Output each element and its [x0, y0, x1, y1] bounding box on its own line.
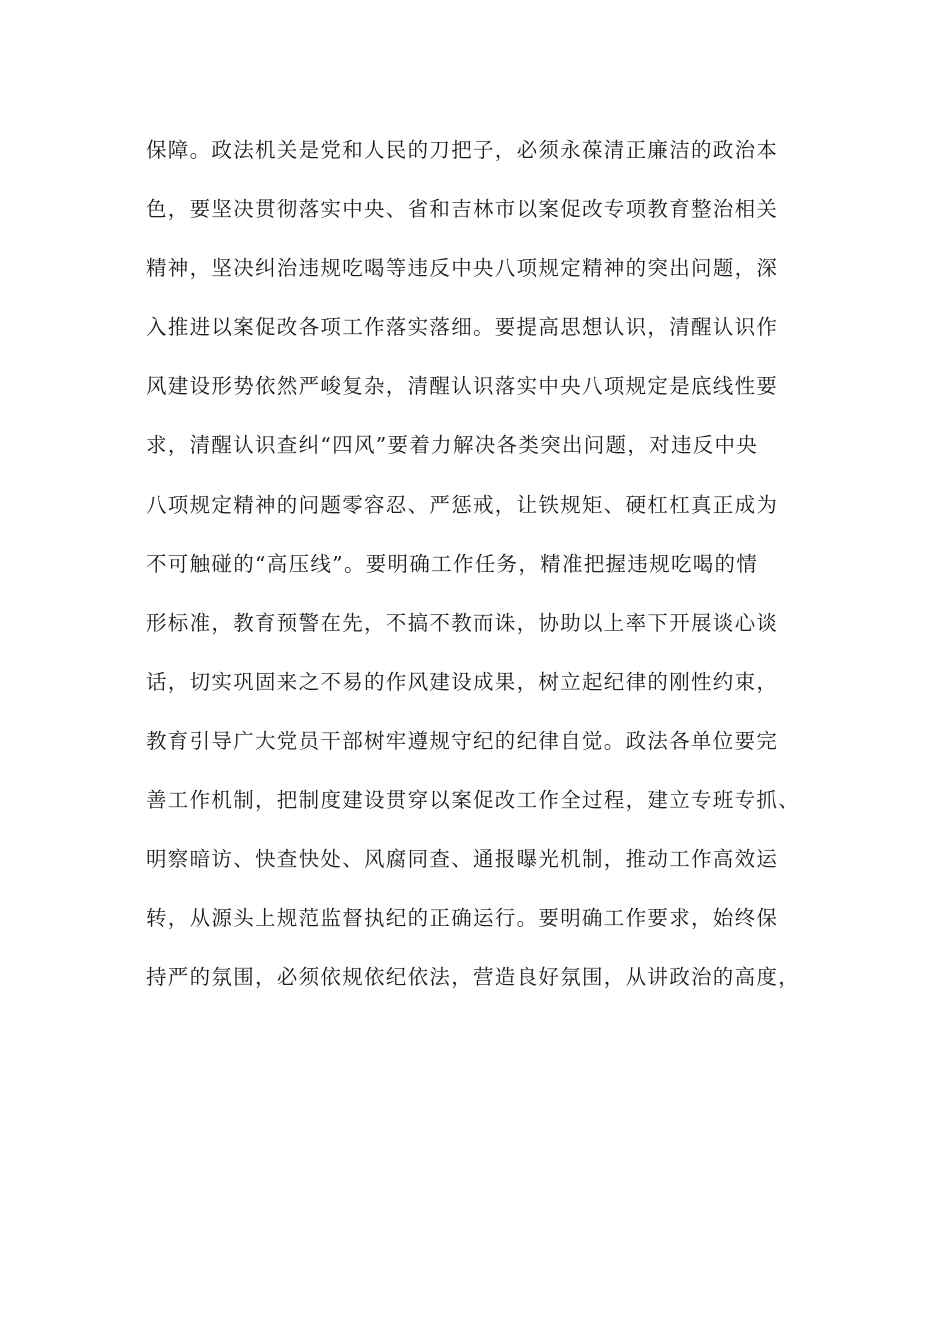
- text-line: 风建设形势依然严峻复杂，清醒认识落实中央八项规定是底线性要: [146, 374, 779, 399]
- text-line: 转，从源头上规范监督执纪的正确运行。要明确工作要求，始终保: [146, 906, 779, 931]
- text-line: 保障。政法机关是党和人民的刀把子，必须永葆清正廉洁的政治本: [146, 138, 779, 162]
- text-line: 求，清醒认识查纠“四风”要着力解决各类突出问题，对违反中央: [146, 433, 759, 458]
- text-line: 入推进以案促改各项工作落实落细。要提高思想认识，清醒认识作: [146, 315, 779, 340]
- text-line: 精神，坚决纠治违规吃喝等违反中央八项规定精神的突出问题，深: [146, 256, 779, 281]
- text-line: 八项规定精神的问题零容忍、严惩戒，让铁规矩、硬杠杠真正成为: [146, 492, 779, 517]
- text-line: 形标准，教育预警在先，不搞不教而诛，协助以上率下开展谈心谈: [146, 610, 779, 635]
- text-line: 色，要坚决贯彻落实中央、省和吉林市以案促改专项教育整治相关: [146, 197, 779, 222]
- text-line: 不可触碰的“高压线”。要明确工作任务，精准把握违规吃喝的情: [146, 551, 759, 576]
- text-line: 明察暗访、快查快处、风腐同查、通报曝光机制，推动工作高效运: [146, 847, 779, 872]
- text-line: 教育引导广大党员干部树牢遵规守纪的纪律自觉。政法各单位要完: [146, 728, 779, 753]
- text-line: 善工作机制，把制度建设贯穿以案促改工作全过程，建立专班专抓、: [146, 788, 800, 813]
- text-line: 持严的氛围，必须依规依纪依法，营造良好氛围，从讲政治的高度，: [146, 965, 800, 990]
- body-paragraph: [146, 121, 826, 1007]
- text-line: 话，切实巩固来之不易的作风建设成果，树立起纪律的刚性约束，: [146, 669, 779, 694]
